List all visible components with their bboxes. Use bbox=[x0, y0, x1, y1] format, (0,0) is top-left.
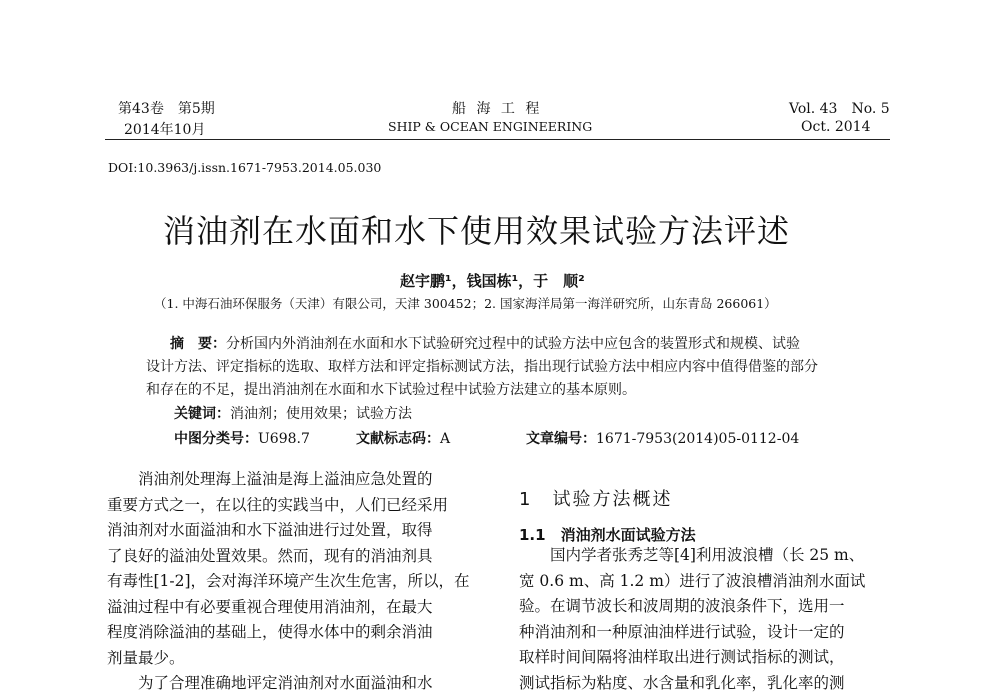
keywords bbox=[174, 403, 412, 426]
doi: DOI:10.3963/j.issn.1671-7953.2014.05.030 bbox=[108, 160, 382, 175]
header-journal-cn: 船 海 工 程 bbox=[452, 101, 543, 117]
clc-value: U698.7 bbox=[258, 431, 310, 447]
body-line: 消油剂对水面溢油和水下溢油进行过处置，取得 bbox=[107, 521, 433, 539]
body-line: 重要方式之一，在以往的实践当中，人们已经采用 bbox=[107, 495, 449, 514]
abstract-line-1 bbox=[170, 333, 800, 356]
body-line: 宽 0.6 m、高 1.2 m）进行了波浪槽消油剂水面试 bbox=[519, 571, 866, 590]
left-column bbox=[107, 467, 487, 697]
clc-label: 中图分类号： bbox=[174, 431, 258, 447]
paper-title: 消油剂在水面和水下使用效果试验方法评述 bbox=[163, 212, 791, 250]
abstract-label: 摘 要： bbox=[170, 336, 226, 352]
doc-value: A bbox=[440, 431, 451, 447]
body-line: 程度消除溢油的基础上，使得水体中的剩余消油 bbox=[107, 623, 433, 641]
article-value: 1671-7953(2014)05-0112-04 bbox=[596, 431, 800, 447]
header-rule bbox=[105, 139, 890, 140]
abstract-text-1: 分析国内外消油剂在水面和水下试验研究过程中的试验方法中应包含的装置形式和规模、试验 bbox=[226, 336, 800, 352]
header-journal-en: SHIP & OCEAN ENGINEERING bbox=[388, 119, 593, 134]
abstract-line-3: 和存在的不足，提出消油剂在水面和水下试验过程中试验方法建立的基本原则。 bbox=[146, 382, 636, 398]
clc-number bbox=[174, 428, 310, 451]
body-line: 有毒性[1-2]，会对海洋环境产生次生危害，所以，在 bbox=[107, 572, 470, 590]
article-number bbox=[526, 428, 799, 451]
subsection-heading: 1.1 消油剂水面试验方法 bbox=[519, 526, 696, 544]
body-line: 剂量最少。 bbox=[107, 648, 185, 667]
article-label: 文章编号： bbox=[526, 431, 596, 447]
body-line: 验。在调节波长和波周期的波浪条件下，选用一 bbox=[519, 597, 845, 615]
body-line: 了良好的溢油处置效果。然而，现有的消油剂具 bbox=[107, 546, 433, 565]
header-volume-en: Vol. 43 No. 5 bbox=[789, 101, 890, 117]
body-line: 国内学者张秀芝等[4]利用波浪槽（长 25 m、 bbox=[519, 546, 865, 564]
body-line: 溢油过程中有必要重视合理使用消油剂，在最大 bbox=[107, 597, 433, 616]
body-line: 消油剂处理海上溢油是海上溢油应急处置的 bbox=[107, 470, 433, 488]
authors: 赵宇鹏¹，钱国栋¹，于 顺² bbox=[400, 272, 585, 290]
header-date-en: Oct. 2014 bbox=[801, 119, 871, 135]
doc-label: 文献标志码： bbox=[356, 431, 440, 447]
keywords-value: 消油剂；使用效果；试验方法 bbox=[230, 406, 412, 422]
body-line: 为了合理准确地评定消油剂对水面溢油和水 bbox=[107, 674, 433, 692]
keywords-label: 关键词： bbox=[174, 406, 230, 422]
abstract-line-2: 设计方法、评定指标的选取、取样方法和评定指标测试方法，指出现行试验方法中相应内容中值得借鉴的部分 bbox=[146, 359, 818, 375]
body-line: 种消油剂和一种原油油样进行试验，设计一定的 bbox=[519, 622, 845, 641]
section-heading: 1 试验方法概述 bbox=[519, 489, 673, 510]
document-code bbox=[356, 428, 450, 451]
body-line: 取样时间间隔将油样取出进行测试指标的测试， bbox=[519, 648, 845, 666]
affiliation: （1. 中海石油环保服务（天津）有限公司，天津 300452；2. 国家海洋局第一海洋研究所，山东青岛 266061） bbox=[154, 296, 777, 311]
body-line: 测试指标为粘度、水含量和乳化率，乳化率的测 bbox=[519, 673, 845, 692]
header-date-cn: 2014年10月 bbox=[124, 122, 206, 138]
right-column bbox=[519, 543, 899, 696]
header-volume-cn: 第43卷 第5期 bbox=[118, 101, 215, 117]
